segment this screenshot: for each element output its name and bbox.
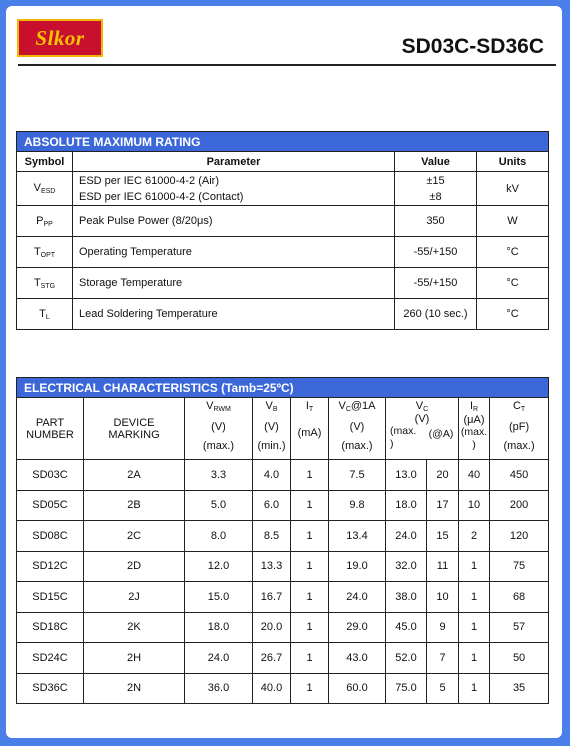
ct-cell: 200 <box>490 490 549 521</box>
vc1a-note: (max.) <box>341 440 373 452</box>
elec-row <box>17 551 549 582</box>
abs-max-row <box>17 268 549 299</box>
hdr-part-line2: NUMBER <box>26 428 74 441</box>
it-cell: 1 <box>291 521 329 552</box>
vc-1a-cell: 13.4 <box>329 521 386 552</box>
device-marking-cell: 2D <box>84 551 185 582</box>
symbol-main: T <box>39 307 46 320</box>
ir-note-a: (max. <box>460 426 488 438</box>
ir-cell: 2 <box>459 521 490 552</box>
part-number-cell: SD03C <box>17 460 84 491</box>
abs-max-table <box>16 131 549 330</box>
symbol-cell <box>17 299 73 330</box>
vc-max-cell: 38.0 <box>386 582 427 613</box>
vc-at-cell: 11 <box>427 551 459 582</box>
it-cell: 1 <box>291 460 329 491</box>
ir-cell: 1 <box>459 612 490 643</box>
vb-cell: 4.0 <box>253 460 291 491</box>
symbol-main: T <box>33 245 41 258</box>
value-cell <box>395 172 477 206</box>
elec-row <box>17 490 549 521</box>
symbol-main: T <box>33 276 41 289</box>
vc-1a-cell: 60.0 <box>329 673 386 704</box>
symbol-sub: ESD <box>40 188 56 195</box>
ct-note: (max.) <box>503 440 535 452</box>
vb-cell: 20.0 <box>253 612 291 643</box>
ir-cell: 1 <box>459 582 490 613</box>
vb-sym: V <box>265 400 273 412</box>
vc-1a-cell: 19.0 <box>329 551 386 582</box>
ir-cell: 1 <box>459 643 490 674</box>
parameter-cell: Storage Temperature <box>73 268 395 299</box>
device-marking-cell: 2K <box>84 612 185 643</box>
vc-at-cell: 20 <box>427 460 459 491</box>
abs-max-body <box>17 172 549 330</box>
units-cell: W <box>477 206 549 237</box>
logo-text: Slkor <box>35 25 85 50</box>
vc1a-sym: V <box>338 400 346 412</box>
vc-max-cell: 45.0 <box>386 612 427 643</box>
ct-cell: 57 <box>490 612 549 643</box>
ct-cell: 450 <box>490 460 549 491</box>
vc-max-cell: 18.0 <box>386 490 427 521</box>
vc-unit: (V) <box>414 413 430 425</box>
vb-cell: 8.5 <box>253 521 291 552</box>
hdr-vc <box>386 398 459 460</box>
elec-row <box>17 612 549 643</box>
hdr-vrwm <box>185 398 253 460</box>
vc-max-cell: 52.0 <box>386 643 427 674</box>
hdr-marking-line1: DEVICE <box>113 416 155 429</box>
vb-cell: 6.0 <box>253 490 291 521</box>
vrwm-sym: V <box>206 400 214 412</box>
parameter-line2: ESD per IEC 61000-4-2 (Contact) <box>79 190 244 203</box>
abs-max-row <box>17 172 549 206</box>
part-number-cell: SD12C <box>17 551 84 582</box>
value-cell: 260 (10 sec.) <box>395 299 477 330</box>
hdr-part-number <box>17 398 84 460</box>
symbol-main: P <box>36 214 44 227</box>
device-marking-cell: 2C <box>84 521 185 552</box>
col-parameter: Parameter <box>73 152 395 172</box>
elec-title: ELECTRICAL CHARACTERISTICS (Tamb=25ºC) <box>17 378 549 398</box>
vb-cell: 40.0 <box>253 673 291 704</box>
col-symbol: Symbol <box>17 152 73 172</box>
header-rule <box>18 64 556 66</box>
abs-max-row <box>17 206 549 237</box>
elec-row <box>17 521 549 552</box>
abs-max-row <box>17 237 549 268</box>
units-cell: °C <box>477 268 549 299</box>
hdr-vb <box>253 398 291 460</box>
symbol-cell <box>17 268 73 299</box>
ir-cell: 40 <box>459 460 490 491</box>
vb-cell: 13.3 <box>253 551 291 582</box>
hdr-vc-1a <box>329 398 386 460</box>
it-cell: 1 <box>291 490 329 521</box>
ir-sym: I <box>469 400 473 412</box>
units-cell: °C <box>477 299 549 330</box>
vc1a-suffix: @1A <box>350 400 376 412</box>
part-number-cell: SD08C <box>17 521 84 552</box>
vc-at-cell: 7 <box>427 643 459 674</box>
vc-sym: V <box>415 400 424 412</box>
hdr-ct <box>490 398 549 460</box>
units-cell: °C <box>477 237 549 268</box>
vrwm-unit: (V) <box>211 420 226 433</box>
vc-note-max <box>386 425 424 452</box>
hdr-device-marking <box>84 398 185 460</box>
ct-unit: (pF) <box>508 420 530 433</box>
vc-1a-cell: 29.0 <box>329 612 386 643</box>
vrwm-cell: 12.0 <box>185 551 253 582</box>
part-number-cell: SD24C <box>17 643 84 674</box>
vc-1a-cell: 24.0 <box>329 582 386 613</box>
vc-note-at: (@A) <box>428 428 454 440</box>
it-cell: 1 <box>291 582 329 613</box>
vc-1a-cell: 43.0 <box>329 643 386 674</box>
ir-cell: 1 <box>459 673 490 704</box>
vrwm-cell: 3.3 <box>185 460 253 491</box>
vc-at-cell: 9 <box>427 612 459 643</box>
hdr-it <box>291 398 329 460</box>
vc-max-cell: 24.0 <box>386 521 427 552</box>
vc-note1b: ) <box>390 438 394 450</box>
hdr-marking-line2: MARKING <box>108 428 160 441</box>
elec-char-body <box>17 460 549 704</box>
vb-unit: (V) <box>264 420 279 433</box>
vc-1a-cell: 9.8 <box>329 490 386 521</box>
it-cell: 1 <box>291 673 329 704</box>
vc-at-cell: 15 <box>427 521 459 552</box>
it-sym: I <box>305 400 309 412</box>
vb-sub: B <box>272 406 278 413</box>
value-line2: ±8 <box>429 190 442 203</box>
it-sub: T <box>308 406 314 413</box>
vb-cell: 26.7 <box>253 643 291 674</box>
device-marking-cell: 2J <box>84 582 185 613</box>
doc-title: SD03C-SD36C <box>401 35 544 58</box>
parameter-cell: Lead Soldering Temperature <box>73 299 395 330</box>
ct-cell: 120 <box>490 521 549 552</box>
vc-1a-cell: 7.5 <box>329 460 386 491</box>
symbol-cell <box>17 206 73 237</box>
ct-cell: 68 <box>490 582 549 613</box>
symbol-sub: PP <box>43 220 53 228</box>
ir-cell: 10 <box>459 490 490 521</box>
slkor-logo <box>17 19 103 57</box>
device-marking-cell: 2N <box>84 673 185 704</box>
elec-row <box>17 673 549 704</box>
it-cell: 1 <box>291 551 329 582</box>
ct-cell: 75 <box>490 551 549 582</box>
abs-max-row <box>17 299 549 330</box>
it-unit: (mA) <box>297 426 322 439</box>
symbol-main: V <box>33 182 41 194</box>
value-cell: 350 <box>395 206 477 237</box>
it-cell: 1 <box>291 612 329 643</box>
ct-sub: T <box>520 406 526 413</box>
hdr-part-line1: PART <box>35 416 65 429</box>
vc-max-cell: 32.0 <box>386 551 427 582</box>
vrwm-cell: 5.0 <box>185 490 253 521</box>
symbol-sub: STG <box>40 282 56 290</box>
abs-max-title: ABSOLUTE MAXIMUM RATING <box>17 132 549 152</box>
vc-max-cell: 13.0 <box>386 460 427 491</box>
vb-note: (min.) <box>257 440 286 452</box>
symbol-sub: OPT <box>40 251 56 259</box>
vrwm-cell: 24.0 <box>185 643 253 674</box>
parameter-line1: ESD per IEC 61000-4-2 (Air) <box>79 174 219 187</box>
elec-row <box>17 643 549 674</box>
device-marking-cell: 2B <box>84 490 185 521</box>
value-line1: ±15 <box>426 174 445 187</box>
parameter-cell: Peak Pulse Power (8/20μs) <box>73 206 395 237</box>
vc-sub: C <box>423 406 429 413</box>
col-units: Units <box>477 152 549 172</box>
part-number-cell: SD36C <box>17 673 84 704</box>
vc1a-unit: (V) <box>349 420 365 433</box>
elec-row <box>17 582 549 613</box>
part-number-cell: SD18C <box>17 612 84 643</box>
vc-note1a: (max. <box>390 425 417 437</box>
vc-at-cell: 5 <box>427 673 459 704</box>
vb-cell: 16.7 <box>253 582 291 613</box>
vrwm-cell: 18.0 <box>185 612 253 643</box>
it-cell: 1 <box>291 643 329 674</box>
vc-at-cell: 17 <box>427 490 459 521</box>
ct-cell: 35 <box>490 673 549 704</box>
device-marking-cell: 2A <box>84 460 185 491</box>
part-number-cell: SD05C <box>17 490 84 521</box>
col-value: Value <box>395 152 477 172</box>
vrwm-note: (max.) <box>202 440 235 452</box>
ir-note-b: ) <box>472 439 476 451</box>
symbol-sub: L <box>45 313 50 321</box>
vrwm-cell: 8.0 <box>185 521 253 552</box>
vc1a-sub: C <box>345 406 351 413</box>
parameter-cell: Operating Temperature <box>73 237 395 268</box>
value-cell: -55/+150 <box>395 237 477 268</box>
ir-sub: R <box>473 406 479 413</box>
units-cell: kV <box>477 172 549 206</box>
vc-at-cell: 10 <box>427 582 459 613</box>
symbol-cell <box>17 237 73 268</box>
parameter-cell <box>73 172 395 206</box>
vrwm-cell: 15.0 <box>185 582 253 613</box>
ir-unit: (μA) <box>463 413 485 426</box>
hdr-ir <box>459 398 490 460</box>
symbol-cell <box>17 172 73 206</box>
ct-sym: C <box>512 400 521 412</box>
vrwm-cell: 36.0 <box>185 673 253 704</box>
device-marking-cell: 2H <box>84 643 185 674</box>
ct-cell: 50 <box>490 643 549 674</box>
ir-cell: 1 <box>459 551 490 582</box>
vrwm-sub: RWM <box>213 406 231 413</box>
ir-note <box>459 426 489 452</box>
part-number-cell: SD15C <box>17 582 84 613</box>
elec-row <box>17 460 549 491</box>
elec-char-table <box>16 377 549 704</box>
value-cell: -55/+150 <box>395 268 477 299</box>
vc-max-cell: 75.0 <box>386 673 427 704</box>
